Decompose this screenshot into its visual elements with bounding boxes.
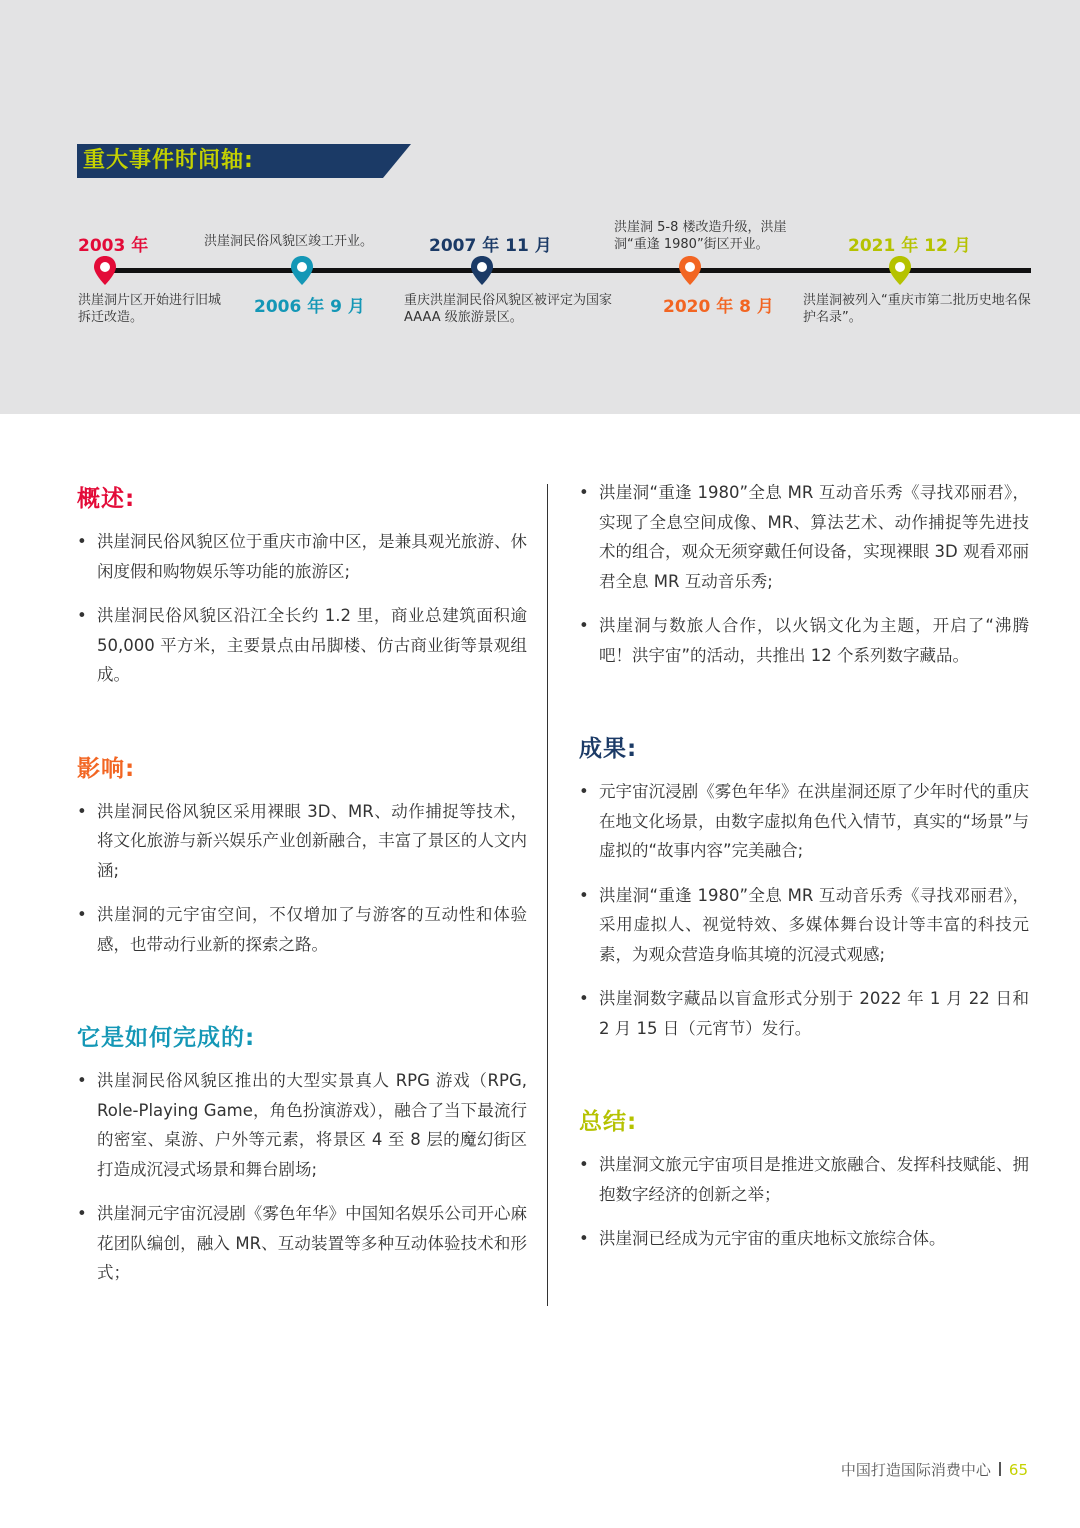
overview-heading: 概述:: [77, 486, 136, 512]
location-pin-icon: [887, 255, 913, 287]
list-item: • 洪崖洞“重逢 1980”全息 MR 互动音乐秀《寻找邓丽君》，实现了全息空间成像、MR、算法艺术、动作捕捉等先进技术的组合，观众无须穿戴任何设备，实现裸眼 3D 观看邓丽君全息 MR 互动音乐秀;: [579, 478, 1029, 596]
timeline-banner: [77, 144, 411, 178]
list-item: • 洪崖洞民俗风貌区推出的大型实景真人 RPG 游戏（RPG, Role-Playing Game，角色扮演游戏），融合了当下最流行的密室、桌游、户外等元素，将景区 4 至 8 层的魔幻街区打造成沉浸式场景和舞台剧场;: [77, 1066, 527, 1184]
timeline-text-2007: 重庆洪崖洞民俗风貌区被评定为国家 AAAA 级旅游景区。: [404, 293, 613, 325]
timeline-date-2020: 2020 年 8 月: [663, 297, 774, 317]
how-list: [77, 1066, 527, 1288]
timeline-title: 重大事件时间轴:: [83, 148, 254, 173]
timeline-panel: [0, 0, 1080, 414]
page-footer: [841, 1459, 1028, 1480]
timeline-text-2003: 洪崖洞片区开始进行旧城拆迁改造。: [78, 293, 222, 325]
location-pin-icon: [469, 255, 495, 287]
results-list: [579, 777, 1029, 1043]
list-item: • 洪崖洞已经成为元宇宙的重庆地标文旅综合体。: [579, 1224, 1029, 1254]
summary-heading: 总结:: [579, 1109, 638, 1135]
list-item: • 元宇宙沉浸剧《雾色年华》在洪崖洞还原了少年时代的重庆在地文化场景，由数字虚拟角色代入情节，真实的“场景”与虚拟的“故事内容”完美融合;: [579, 777, 1029, 866]
footer-title: 中国打造国际消费中心: [840, 1461, 991, 1479]
list-item: • 洪崖洞数字藏品以盲盒形式分别于 2022 年 1 月 22 日和 2 月 15 日（元宵节）发行。: [579, 984, 1029, 1043]
list-item: • 洪崖洞民俗风貌区沿江全长约 1.2 里，商业总建筑面积逾 50,000 平方米，主要景点由吊脚楼、仿古商业街等景观组成。: [77, 601, 527, 690]
timeline-text-2006: 洪崖洞民俗风貌区竣工开业。: [204, 234, 374, 249]
how-list-continued: [579, 478, 1029, 670]
list-item: • 洪崖洞“重逢 1980”全息 MR 互动音乐秀《寻找邓丽君》，采用虚拟人、视觉特效、多媒体舞台设计等丰富的科技元素，为观众营造身临其境的沉浸式观感;: [579, 881, 1029, 970]
column-divider: [547, 484, 548, 1306]
timeline-date-2006: 2006 年 9 月: [254, 297, 365, 317]
impact-heading: 影响:: [77, 755, 136, 782]
list-item: • 洪崖洞元宇宙沉浸剧《雾色年华》中国知名娱乐公司开心麻花团队编创，融入 MR、互动装置等多种互动体验技术和形式；: [77, 1199, 527, 1288]
summary-list: [579, 1150, 1029, 1254]
list-item: • 洪崖洞民俗风貌区采用裸眼 3D、MR、动作捕捉等技术，将文化旅游与新兴娱乐产业创新融合，丰富了景区的人文内涵;: [77, 797, 527, 886]
location-pin-icon: [92, 255, 118, 287]
left-column: [77, 480, 527, 1288]
impact-list: [77, 797, 527, 960]
timeline-date-2003: 2003 年: [78, 236, 149, 256]
timeline-text-2020: 洪崖洞 5-8 楼改造升级，洪崖洞“重逢 1980”街区开业。: [614, 220, 787, 252]
page-number: 65: [1008, 1461, 1028, 1479]
how-heading: 它是如何完成的:: [77, 1025, 256, 1051]
location-pin-icon: [289, 255, 315, 287]
list-item: • 洪崖洞的元宇宙空间，不仅增加了与游客的互动性和体验感，也带动行业新的探索之路。: [77, 900, 527, 959]
timeline-text-2021: 洪崖洞被列入“重庆市第二批历史地名保护名录”。: [803, 293, 1031, 325]
location-pin-icon: [677, 255, 703, 287]
footer-separator: [999, 1462, 1001, 1476]
right-column: [579, 478, 1029, 1254]
timeline-date-2007: 2007 年 11 月: [429, 236, 552, 256]
timeline-date-2021: 2021 年 12 月: [848, 236, 971, 256]
list-item: • 洪崖洞文旅元宇宙项目是推进文旅融合、发挥科技赋能、拥抱数字经济的创新之举；: [579, 1150, 1029, 1209]
results-heading: 成果:: [579, 736, 638, 762]
overview-list: [77, 527, 527, 690]
list-item: • 洪崖洞民俗风貌区位于重庆市渝中区，是兼具观光旅游、休闲度假和购物娱乐等功能的旅游区;: [77, 527, 527, 586]
list-item: • 洪崖洞与数旅人合作，以火锅文化为主题，开启了“沸腾吧！洪宇宙”的活动，共推出 12 个系列数字藏品。: [579, 611, 1029, 670]
